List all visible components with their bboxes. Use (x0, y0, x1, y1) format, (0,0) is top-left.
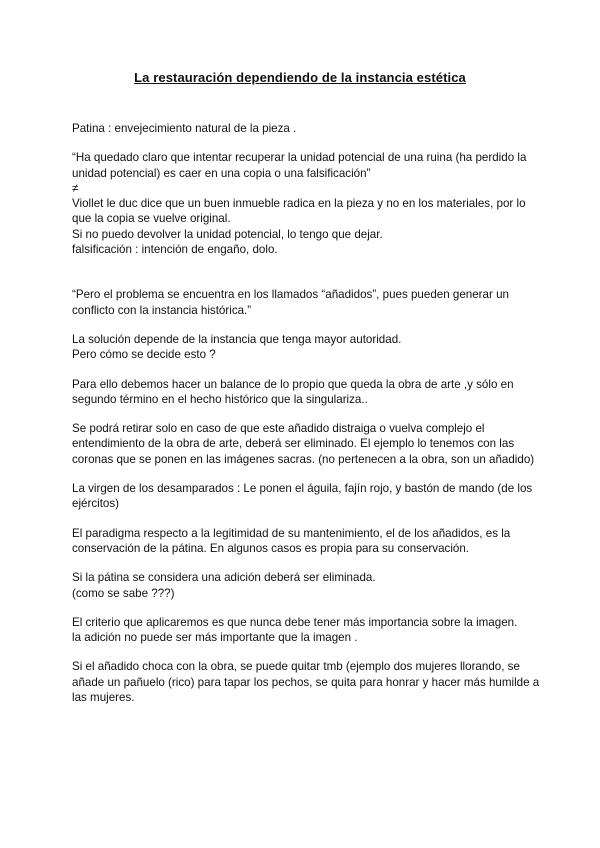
text-line: El criterio que aplicaremos es que nunca debe tener más importancia sobre la imagen. (72, 615, 518, 629)
paragraph (72, 377, 528, 408)
text-line: que la copia se vuelve original. (72, 212, 231, 226)
paragraph (72, 150, 528, 257)
text-line: Si la pátina se considera una adición deberá ser eliminada. (72, 571, 376, 585)
text-line: La solución depende de la instancia que tenga mayor autoridad. (72, 332, 402, 346)
text-line: entendimiento de la obra de arte, deberá ser eliminado. El ejemplo lo tenemos con las (72, 437, 515, 451)
paragraph (72, 570, 528, 601)
text-line: conservación de la pátina. En algunos casos es propia para su conservación. (72, 541, 470, 555)
text-line: Viollet le duc dice que un buen inmueble radica en la pieza y no en los materiales, por lo (72, 197, 526, 211)
paragraph (72, 421, 535, 467)
text-line: “Pero el problema se encuentra en los llamados “añadidos”, pues pueden generar un (72, 288, 509, 302)
text-line: añade un pañuelo (rico) para tapar los pechos, se quita para honrar y hacer más humilde a (72, 675, 540, 689)
text-line: conflicto con la instancia histórica.” (72, 303, 252, 317)
text-line: falsificación : intención de engaño, dolo. (72, 243, 278, 257)
text-line: El paradigma respecto a la legitimidad de su mantenimiento, el de los añadidos, es la (72, 526, 511, 540)
paragraph (72, 659, 540, 705)
document-body (72, 121, 540, 719)
text-line: (como se sabe ???) (72, 586, 175, 600)
text-line: unidad potencial) es caer en una copia o una falsificación” (72, 166, 371, 180)
document-title: La restauración dependiendo de la instancia estética (134, 70, 466, 85)
text-line: ejércitos) (72, 497, 120, 511)
text-line: Para ello debemos hacer un balance de lo propio que queda la obra de arte ,y sólo en (72, 377, 514, 391)
text-line: Patina : envejecimiento natural de la pieza . (72, 122, 297, 135)
text-line: Pero cómo se decide esto ? (72, 348, 216, 362)
text-line: coronas que se ponen en las imágenes sacras. (no pertenecen a la obra, son un añadido) (72, 452, 535, 466)
text-line: las mujeres. (72, 691, 135, 705)
text-line: Se podrá retirar solo en caso de que este añadido distraiga o vuelva complejo el (72, 422, 485, 436)
paragraph (72, 121, 528, 136)
text-line: la adición no puede ser más importante que la imagen . (72, 631, 358, 645)
paragraph (72, 615, 528, 646)
paragraph (72, 481, 533, 512)
paragraph (72, 332, 528, 363)
text-line: ≠ (72, 181, 79, 195)
paragraph (72, 526, 528, 557)
paragraph (72, 287, 528, 318)
text-line: Si no puedo devolver la unidad potencial, lo tengo que dejar. (72, 227, 383, 241)
text-line: La virgen de los desamparados : Le ponen el águila, fajín rojo, y bastón de mando (de los (72, 482, 533, 496)
text-line: Si el añadido choca con la obra, se puede quitar tmb (ejemplo dos mujeres llorando, se (72, 660, 520, 674)
text-line: segundo término en el hecho histórico que la singulariza.. (72, 392, 368, 406)
text-line: “Ha quedado claro que intentar recuperar la unidad potencial de una ruina (ha perdido la (72, 151, 527, 165)
